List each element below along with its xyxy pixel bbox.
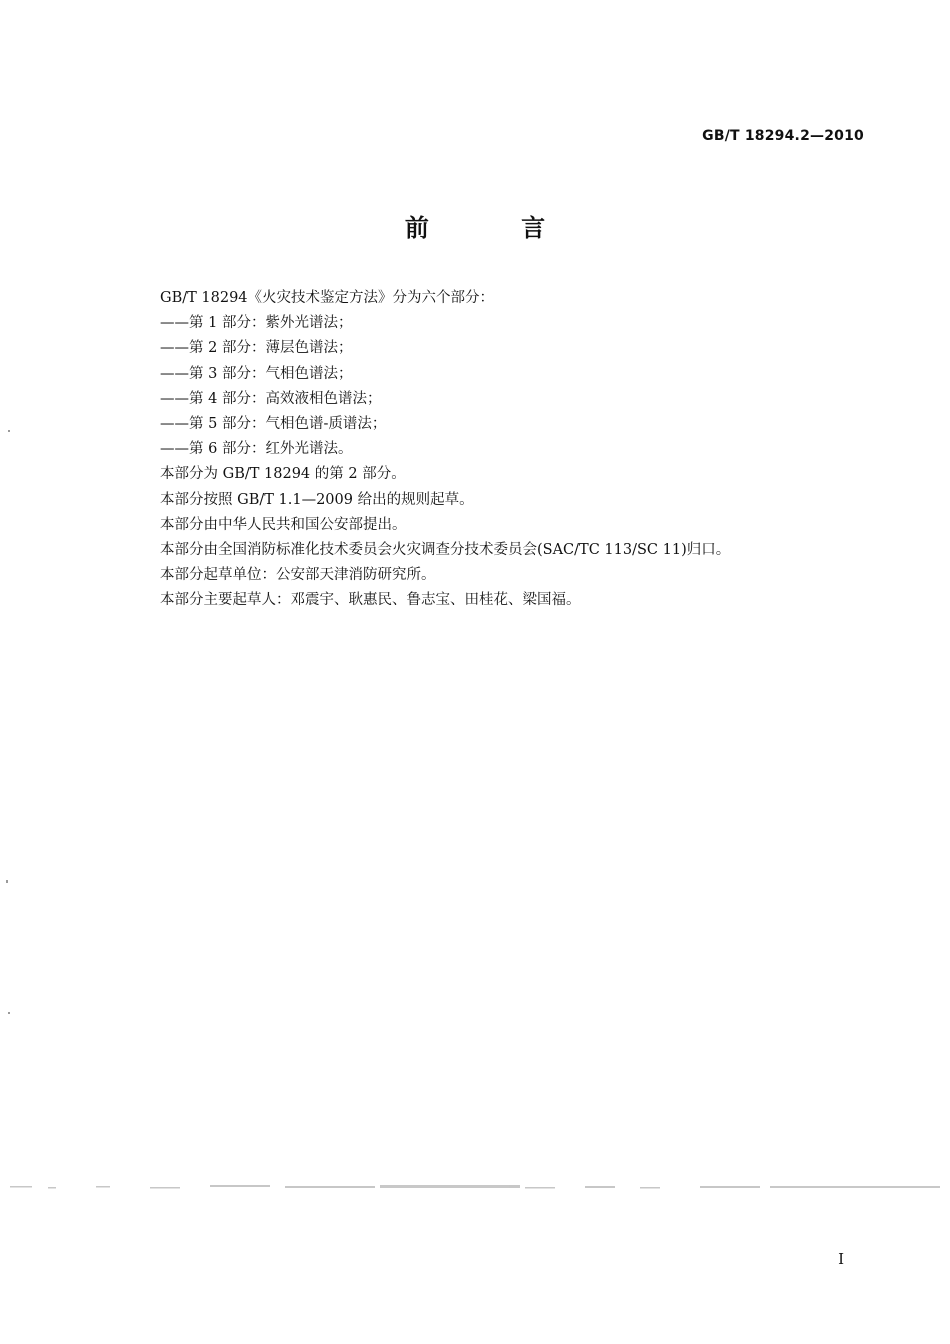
- body-line: ——第 3 部分：气相色谱法；: [160, 365, 353, 382]
- body-line: 本部分起草单位：公安部天津消防研究所。: [160, 567, 436, 584]
- section-title: 前 言: [404, 214, 588, 242]
- body-line: 本部分主要起草人：邓震宇、耿惠民、鲁志宝、田桂花、梁国福。: [160, 592, 581, 609]
- body-line: ——第 5 部分：气相色谱-质谱法；: [160, 416, 387, 433]
- body-line: 本部分由中华人民共和国公安部提出。: [160, 516, 407, 533]
- body-line: ——第 6 部分：红外光谱法。: [160, 441, 353, 458]
- page-number: I: [838, 1250, 844, 1268]
- body-line: 本部分为 GB/T 18294 的第 2 部分。: [160, 466, 406, 483]
- body-line: 本部分由全国消防标准化技术委员会火灾调查分技术委员会(SAC/TC 113/SC 11)归口。: [160, 542, 731, 559]
- body-line: ——第 2 部分：薄层色谱法；: [160, 340, 353, 357]
- standard-code: GB/T 18294.2—2010: [702, 128, 864, 144]
- body-line: ——第 1 部分：紫外光谱法；: [160, 315, 353, 332]
- body-line: 本部分按照 GB/T 1.1—2009 给出的规则起草。: [160, 491, 474, 508]
- body-line: ——第 4 部分：高效液相色谱法；: [160, 390, 382, 407]
- body-line: GB/T 18294《火灾技术鉴定方法》分为六个部分：: [160, 290, 495, 306]
